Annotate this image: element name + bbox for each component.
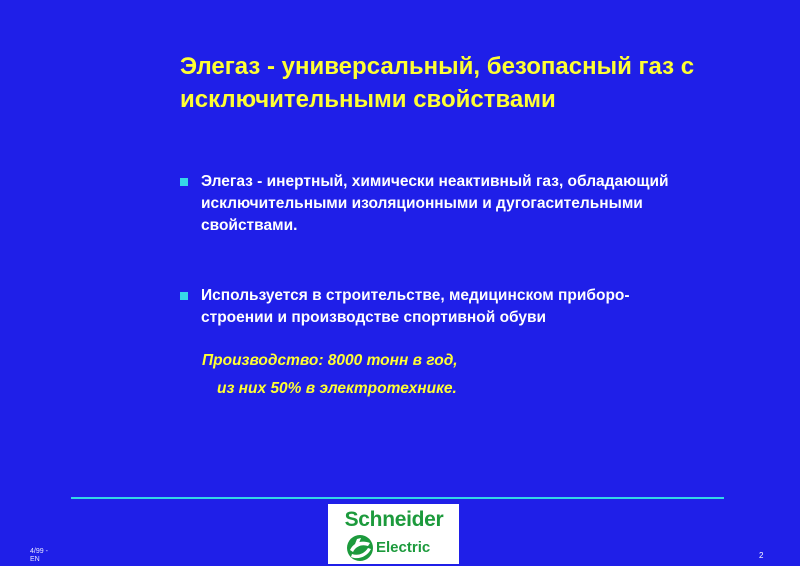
bullet-text	[201, 285, 760, 329]
production-note	[202, 347, 458, 403]
logo-mark-icon	[346, 534, 374, 562]
bullet-item	[180, 171, 760, 237]
logo-brand-text: Schneider	[344, 508, 444, 531]
bullet-text	[201, 171, 760, 237]
schneider-electric-logo	[328, 504, 459, 564]
bullet-square-icon	[180, 178, 188, 186]
slide-title-line: исключительными свойствами	[180, 86, 556, 113]
logo-sub-text: Electric	[376, 539, 431, 556]
bullet-line: Элегаз - инертный, химически неактивный газ, обладающий	[201, 173, 669, 190]
bullet-item	[180, 285, 760, 329]
slide-title-line: Элегаз - универсальный, безопасный газ с	[180, 53, 695, 80]
footer-code-line: EN	[30, 556, 40, 563]
bullet-square-icon	[180, 292, 188, 300]
page-number: 2	[759, 551, 764, 560]
slide-title	[180, 50, 780, 116]
production-line: Производство: 8000 тонн в год,	[202, 352, 458, 369]
footer-code-line: 4/99 -	[30, 548, 48, 555]
bullet-line: Используется в строительстве, медицинском приборо-	[201, 287, 630, 304]
bullet-line: строении и производстве спортивной обуви	[201, 309, 547, 326]
production-line: из них 50% в электротехнике.	[217, 380, 457, 397]
footer-divider	[71, 497, 724, 499]
footer-code	[30, 548, 48, 564]
bullet-line: исключительными изоляционными и дугогасительными	[201, 195, 643, 212]
bullet-line: свойствами.	[201, 217, 298, 234]
